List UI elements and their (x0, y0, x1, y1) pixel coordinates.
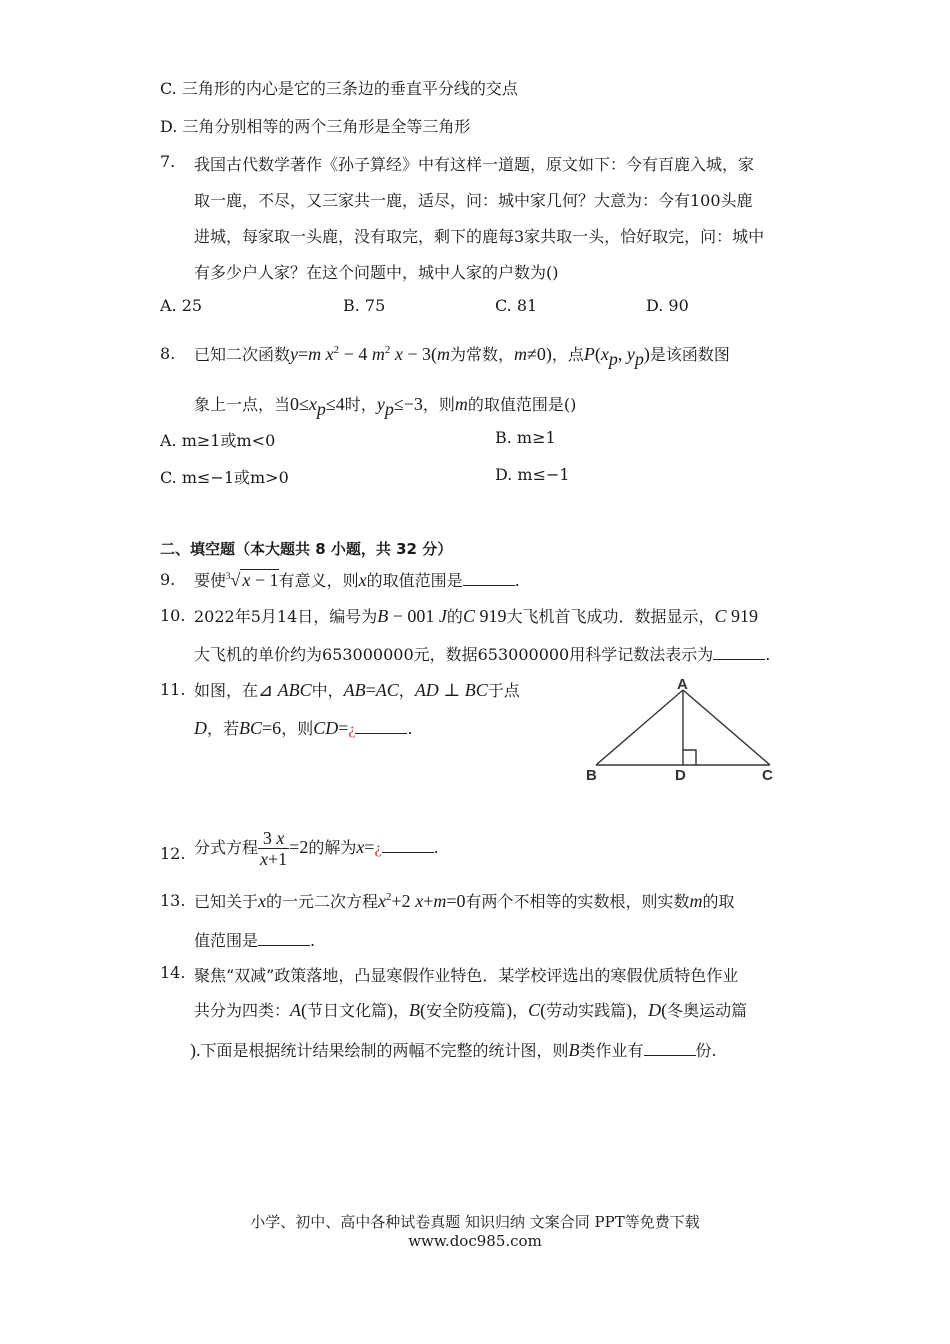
q7-option-c: C. 81 (495, 296, 538, 315)
q8-option-a: A. m≥1或m<0 (160, 431, 276, 450)
side-ab (596, 690, 683, 765)
q6-option-c: C. 三角形的内心是它的三条边的垂直平分线的交点 (160, 79, 518, 98)
label-c: C (762, 767, 773, 784)
section-heading-fill-in: 二、填空题（本大题共 8 小题，共 32 分） (160, 540, 453, 558)
q13-line-2: 值范围是 . (194, 931, 316, 950)
q14-number: 14. (160, 963, 186, 982)
q10-number: 10. (160, 606, 186, 625)
q7-line-1: 我国古代数学著作《孙子算经》中有这样一道题，原文如下：今有百鹿入城，家 (194, 155, 755, 174)
q7-line-3: 进城，每家取一头鹿，没有取完，剩下的鹿每3家共取一头，恰好取完，问：城中 (194, 227, 765, 246)
q9-line: 要使$^3$√ x − 1有意义，则x的取值范围是 . (194, 570, 520, 590)
q8-option-b: B. m≥1 (495, 428, 556, 447)
right-angle-mark (683, 750, 696, 765)
label-b: B (586, 767, 597, 784)
q9-cube-root: $^3$√ x − 1 (226, 570, 279, 590)
q13-answer-blank[interactable] (258, 931, 310, 946)
q10-line-2: 大飞机的单价约为653000000元，数据653000000用科学记数法表示为 . (194, 645, 771, 664)
q13-number: 13. (160, 891, 186, 910)
q14-line-2: 共分为四类：A(节日文化篇)，B(安全防疫篇)，C(劳动实践篇)，D(冬奥运动篇 (194, 1000, 748, 1020)
q10-answer-blank[interactable] (713, 645, 765, 660)
q8-function-expression: y=m $x^2 - 4$ $m^2$ x − 3(m (290, 344, 450, 364)
footer-tagline: 小学、初中、高中各种试卷真题 知识归纳 文案合同 PPT等免费下载 (250, 1213, 700, 1231)
q6-option-d: D. 三角分别相等的两个三角形是全等三角形 (160, 117, 471, 136)
q7-line-2: 取一鹿，不尽，又三家共一鹿，适尽，问：城中家几何？大意为：今有100头鹿 (194, 191, 753, 210)
q14-line-1: 聚焦“双减”政策落地，凸显寒假作业特色．某学校评选出的寒假优质特色作业 (194, 966, 739, 985)
footer-website-link[interactable]: www.doc985.com (408, 1232, 542, 1250)
q9-number: 9. (160, 570, 176, 589)
q7-option-a: A. 25 (160, 296, 203, 315)
q14-answer-blank[interactable] (644, 1041, 696, 1056)
q7-line-4: 有多少户人家？在这个问题中，城中人家的户数为() (194, 263, 559, 282)
q12-answer-blank[interactable] (382, 838, 434, 853)
q11-triangle-figure (580, 672, 780, 790)
q7-option-d: D. 90 (646, 296, 689, 315)
q14-line-3: ).下面是根据统计结果绘制的两幅不完整的统计图，则B类作业有 份. (190, 1040, 717, 1060)
q11-number: 11. (160, 680, 186, 699)
label-d: D (675, 767, 686, 784)
q7-option-b: B. 75 (343, 296, 386, 315)
q8-line-1: 已知二次函数y=m $x^2 - 4$ $m^2$ x − 3(m为常数，m≠0)，点$P(x_p$, $y_p$)是该函数图 (194, 344, 730, 369)
q8-point-p: $P(x_p$, $y_p$) (583, 344, 650, 369)
q12-line: 分式方程 $\frac{3 x}{x+1}$ =2的解为x=¿ . (194, 828, 439, 869)
q11-line-1: 如图，在⊿ ABC中，AB=AC，AD ⊥ BC于点 (194, 680, 520, 700)
q8-line-2: 象上一点，当$0\le x_p\le 4$时，$y_p\le-3$，则m的取值范围是() (194, 394, 577, 419)
q11-line-2: D，若BC=6，则CD=¿ . (194, 718, 413, 738)
q11-answer-blank[interactable] (355, 719, 407, 734)
q12-fraction: $\frac{3 x}{x+1}$ (260, 828, 288, 869)
q8-option-d: D. m≤−1 (495, 465, 570, 484)
label-a: A (677, 676, 688, 693)
q10-line-1: 2022年5月14日，编号为B − 001 J的C 919大飞机首飞成功．数据显示，C 919 (194, 606, 758, 626)
q7-number: 7. (160, 152, 176, 171)
q13-line-1: 已知关于x的一元二次方程$x^2+2$ x+m=0有两个不相等的实数根，则实数m的取 (194, 891, 735, 911)
q8-option-c: C. m≤−1或m>0 (160, 468, 289, 487)
q8-number: 8. (160, 344, 176, 363)
q9-answer-blank[interactable] (463, 571, 515, 586)
q12-number: 12. (160, 844, 186, 863)
